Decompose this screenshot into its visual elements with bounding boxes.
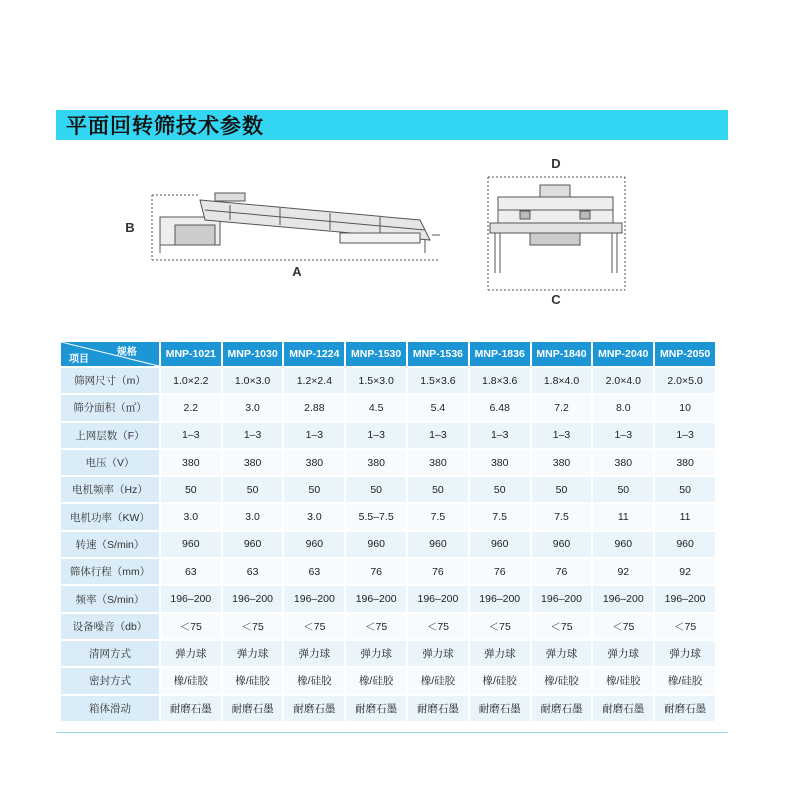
table-cell: 92 <box>593 559 653 584</box>
header-corner-cell <box>61 342 159 366</box>
table-cell: 50 <box>532 477 592 502</box>
table-row <box>61 614 715 639</box>
table-cell: 3.0 <box>161 504 221 529</box>
table-cell: 弹力球 <box>532 641 592 666</box>
table-cell: 7.5 <box>532 504 592 529</box>
table-cell: 耐磨石墨 <box>284 696 344 721</box>
table-cell: ＜75 <box>470 614 530 639</box>
table-cell: 橡/硅胶 <box>593 668 653 693</box>
table-cell: 2.0×5.0 <box>655 368 715 393</box>
table-cell: 196–200 <box>408 586 468 611</box>
model-header-cell: MNP-2050 <box>655 342 715 366</box>
table-cell: 4.5 <box>346 395 406 420</box>
table-cell: 1.5×3.6 <box>408 368 468 393</box>
table-cell: 8.0 <box>593 395 653 420</box>
table-cell: 橡/硅胶 <box>408 668 468 693</box>
table-cell: ＜75 <box>532 614 592 639</box>
table-cell: 196–200 <box>346 586 406 611</box>
table-cell: 1–3 <box>470 423 530 448</box>
table-cell: 11 <box>593 504 653 529</box>
table-row <box>61 696 715 721</box>
table-cell: 50 <box>346 477 406 502</box>
row-label-cell: 筛网尺寸（m） <box>61 368 159 393</box>
table-cell: 6.48 <box>470 395 530 420</box>
table-cell: 1–3 <box>346 423 406 448</box>
table-cell: 2.88 <box>284 395 344 420</box>
table-cell: 1–3 <box>655 423 715 448</box>
table-cell: 橡/硅胶 <box>284 668 344 693</box>
table-cell: ＜75 <box>346 614 406 639</box>
table-cell: 63 <box>284 559 344 584</box>
table-cell: 弹力球 <box>284 641 344 666</box>
table-cell: 960 <box>532 532 592 557</box>
table-cell: 11 <box>655 504 715 529</box>
table-cell: 1–3 <box>532 423 592 448</box>
table-cell: 63 <box>223 559 283 584</box>
table-cell: 960 <box>346 532 406 557</box>
side-view <box>152 193 440 260</box>
model-header-cell: MNP-1021 <box>161 342 221 366</box>
table-cell: 2.0×4.0 <box>593 368 653 393</box>
dimension-label-c: C <box>551 292 561 307</box>
row-label-cell: 清网方式 <box>61 641 159 666</box>
table-cell: 橡/硅胶 <box>223 668 283 693</box>
table-row <box>61 368 715 393</box>
table-cell: 1–3 <box>593 423 653 448</box>
table-cell: 10 <box>655 395 715 420</box>
table-cell: 1–3 <box>408 423 468 448</box>
table-cell: 196–200 <box>284 586 344 611</box>
table-cell: 380 <box>655 450 715 475</box>
table-cell: 1.8×3.6 <box>470 368 530 393</box>
row-label-cell: 转速（S/min） <box>61 532 159 557</box>
table-cell: 380 <box>346 450 406 475</box>
table-cell: 92 <box>655 559 715 584</box>
row-label-cell: 频率（S/min） <box>61 586 159 611</box>
table-cell: 3.0 <box>223 504 283 529</box>
table-cell: 380 <box>223 450 283 475</box>
table-row <box>61 532 715 557</box>
table-cell: 弹力球 <box>655 641 715 666</box>
table-cell: 1.0×2.2 <box>161 368 221 393</box>
table-cell: 380 <box>284 450 344 475</box>
model-header-cell: MNP-1536 <box>408 342 468 366</box>
table-cell: ＜75 <box>161 614 221 639</box>
table-cell: 橡/硅胶 <box>655 668 715 693</box>
table-cell: 50 <box>161 477 221 502</box>
model-header-cell: MNP-1224 <box>284 342 344 366</box>
table-cell: 196–200 <box>532 586 592 611</box>
table-cell: 960 <box>284 532 344 557</box>
table-cell: 196–200 <box>161 586 221 611</box>
table-cell: 耐磨石墨 <box>223 696 283 721</box>
table-cell: 50 <box>223 477 283 502</box>
row-label-cell: 筛体行程（mm） <box>61 559 159 584</box>
table-row <box>61 450 715 475</box>
table-cell: 1.8×4.0 <box>532 368 592 393</box>
table-cell: 50 <box>593 477 653 502</box>
table-cell: 960 <box>161 532 221 557</box>
table-row <box>61 559 715 584</box>
table-row <box>61 668 715 693</box>
table-cell: 380 <box>470 450 530 475</box>
table-cell: 76 <box>346 559 406 584</box>
table-row <box>61 477 715 502</box>
table-cell: 7.5 <box>408 504 468 529</box>
table-cell: 耐磨石墨 <box>346 696 406 721</box>
page-title: 平面回转筛技术参数 <box>66 114 264 138</box>
table-row <box>61 423 715 448</box>
table-cell: 耐磨石墨 <box>408 696 468 721</box>
table-cell: ＜75 <box>223 614 283 639</box>
corner-bottom-label: 项目 <box>69 354 89 365</box>
table-cell: 橡/硅胶 <box>161 668 221 693</box>
table-cell: 耐磨石墨 <box>470 696 530 721</box>
table-cell: ＜75 <box>284 614 344 639</box>
model-header-cell: MNP-1836 <box>470 342 530 366</box>
table-row <box>61 641 715 666</box>
table-row <box>61 395 715 420</box>
table-cell: 960 <box>655 532 715 557</box>
table-cell: 1–3 <box>223 423 283 448</box>
table-cell: 196–200 <box>593 586 653 611</box>
table-cell: ＜75 <box>408 614 468 639</box>
row-label-cell: 电机频率（Hz） <box>61 477 159 502</box>
row-label-cell: 密封方式 <box>61 668 159 693</box>
row-label-cell: 电机功率（KW） <box>61 504 159 529</box>
table-cell: 196–200 <box>655 586 715 611</box>
table-cell: 弹力球 <box>223 641 283 666</box>
table-cell: 76 <box>470 559 530 584</box>
table-cell: 7.5 <box>470 504 530 529</box>
table-cell: 76 <box>532 559 592 584</box>
table-cell: 50 <box>408 477 468 502</box>
table-cell: 7.2 <box>532 395 592 420</box>
dimension-label-a: A <box>292 264 302 279</box>
model-header-cell: MNP-1030 <box>223 342 283 366</box>
table-cell: 960 <box>593 532 653 557</box>
table-cell: 弹力球 <box>408 641 468 666</box>
table-cell: 弹力球 <box>161 641 221 666</box>
table-cell: 耐磨石墨 <box>655 696 715 721</box>
table-cell: 弹力球 <box>470 641 530 666</box>
table-cell: 1.5×3.0 <box>346 368 406 393</box>
front-view <box>488 177 625 290</box>
spec-table <box>59 340 717 723</box>
table-cell: 耐磨石墨 <box>593 696 653 721</box>
table-cell: 1.2×2.4 <box>284 368 344 393</box>
table-cell: 3.0 <box>223 395 283 420</box>
table-cell: 960 <box>470 532 530 557</box>
table-header-row <box>61 342 715 366</box>
table-cell: ＜75 <box>593 614 653 639</box>
technical-drawing <box>0 145 800 325</box>
model-header-cell: MNP-2040 <box>593 342 653 366</box>
table-cell: 橡/硅胶 <box>532 668 592 693</box>
row-label-cell: 电压（V） <box>61 450 159 475</box>
table-cell: 3.0 <box>284 504 344 529</box>
table-cell: 196–200 <box>223 586 283 611</box>
table-cell: 1.0×3.0 <box>223 368 283 393</box>
table-row <box>61 586 715 611</box>
table-cell: 弹力球 <box>593 641 653 666</box>
row-label-cell: 上网层数（F） <box>61 423 159 448</box>
dimension-label-d: D <box>551 156 561 171</box>
title-bar <box>56 110 728 140</box>
table-cell: 耐磨石墨 <box>532 696 592 721</box>
table-cell: 380 <box>532 450 592 475</box>
table-cell: 76 <box>408 559 468 584</box>
table-cell: 1–3 <box>284 423 344 448</box>
table-cell: ＜75 <box>655 614 715 639</box>
table-cell: 63 <box>161 559 221 584</box>
row-label-cell: 箱体滑动 <box>61 696 159 721</box>
row-label-cell: 筛分面积（㎡） <box>61 395 159 420</box>
table-cell: 橡/硅胶 <box>346 668 406 693</box>
model-header-cell: MNP-1840 <box>532 342 592 366</box>
table-cell: 1–3 <box>161 423 221 448</box>
table-cell: 50 <box>655 477 715 502</box>
table-cell: 橡/硅胶 <box>470 668 530 693</box>
divider <box>56 732 728 733</box>
table-cell: 2.2 <box>161 395 221 420</box>
table-cell: 50 <box>284 477 344 502</box>
table-cell: 耐磨石墨 <box>161 696 221 721</box>
table-cell: 380 <box>408 450 468 475</box>
model-header-cell: MNP-1530 <box>346 342 406 366</box>
table-cell: 5.4 <box>408 395 468 420</box>
table-cell: 960 <box>408 532 468 557</box>
table-cell: 50 <box>470 477 530 502</box>
table-cell: 196–200 <box>470 586 530 611</box>
table-cell: 380 <box>161 450 221 475</box>
table-cell: 380 <box>593 450 653 475</box>
table-cell: 5.5–7.5 <box>346 504 406 529</box>
dimension-label-b: B <box>125 220 135 235</box>
table-cell: 960 <box>223 532 283 557</box>
corner-top-label: 规格 <box>116 347 137 358</box>
row-label-cell: 设备噪音（db） <box>61 614 159 639</box>
table-row <box>61 504 715 529</box>
table-cell: 弹力球 <box>346 641 406 666</box>
